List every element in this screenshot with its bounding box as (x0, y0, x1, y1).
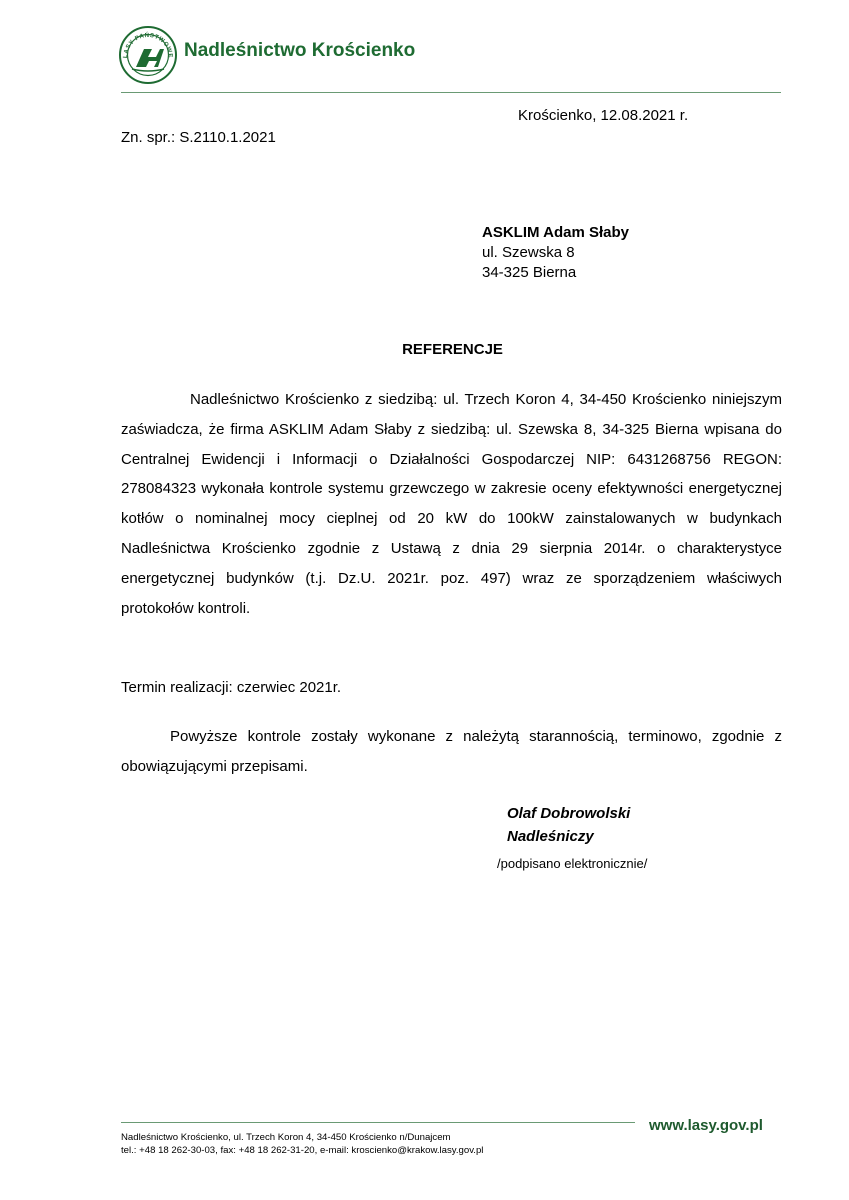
org-name: Nadleśnictwo Krościenko (184, 40, 416, 61)
footer-contact: tel.: +48 18 262-30-03, fax: +48 18 262-31-20, e-mail: kroscienko@krakow.lasy.gov.pl (121, 1145, 484, 1156)
header-divider (121, 92, 781, 93)
signed-electronically-note: /podpisano elektronicznie/ (497, 856, 648, 871)
body-paragraph-3 (121, 722, 782, 782)
footer-address: Nadleśnictwo Krościenko, ul. Trzech Koron 4, 34-450 Krościenko n/Dunajcem (121, 1132, 451, 1143)
addressee-name: ASKLIM Adam Słaby (482, 224, 629, 241)
lasy-panstwowe-logo-icon (118, 25, 178, 85)
addressee-city: 34-325 Bierna (482, 264, 577, 281)
signature-block (507, 802, 630, 848)
addressee-block (482, 223, 629, 283)
signatory-position: Nadleśniczy (507, 828, 594, 845)
signatory-name: Olaf Dobrowolski (507, 805, 631, 822)
addressee-street: ul. Szewska 8 (482, 244, 575, 261)
body-paragraph-3-text: Powyższe kontrole zostały wykonane z należytą starannością, terminowo, zgodnie z obowiązującymi przepisami. (121, 728, 782, 775)
place-date: Krościenko, 12.08.2021 r. (518, 107, 689, 124)
body-paragraph-1-text: Nadleśnictwo Krościenko z siedzibą: ul. Trzech Koron 4, 34-450 Krościenko niniejszym zaświadcza, że firma ASKLIM Adam Słaby z siedzibą: ul. Szewska 8, 34-325 Bierna wpisana do Centralnej Ewidencji i Informacji o Działalności Gospodarczej NIP: 6431268756 REGON: 278084323 wykonała kontrole systemu grzewczego w zakresie oceny efektywności energetycznej kotłów o nominalnej mocy cieplnej od 20 kW do 100kW zainstalowanych w budynkach Nadleśnictwa Krościenko zgodnie z Ustawą z dnia 29 sierpnia 2014r. o charakterystyce energetycznej budynków (t.j. Dz.U. 2021r. poz. 497) wraz ze sporządzeniem właściwych protokołów kontroli. (121, 391, 782, 617)
website-link[interactable]: www.lasy.gov.pl (649, 1117, 763, 1134)
footer-divider (121, 1122, 635, 1123)
body-paragraph-2: Termin realizacji: czerwiec 2021r. (121, 679, 342, 696)
svg-text:LASY PAŃSTWOWE: LASY PAŃSTWOWE (122, 32, 174, 59)
body-paragraph-1 (121, 385, 782, 623)
document-title: REFERENCJE (402, 341, 503, 358)
reference-number: Zn. spr.: S.2110.1.2021 (121, 129, 276, 146)
